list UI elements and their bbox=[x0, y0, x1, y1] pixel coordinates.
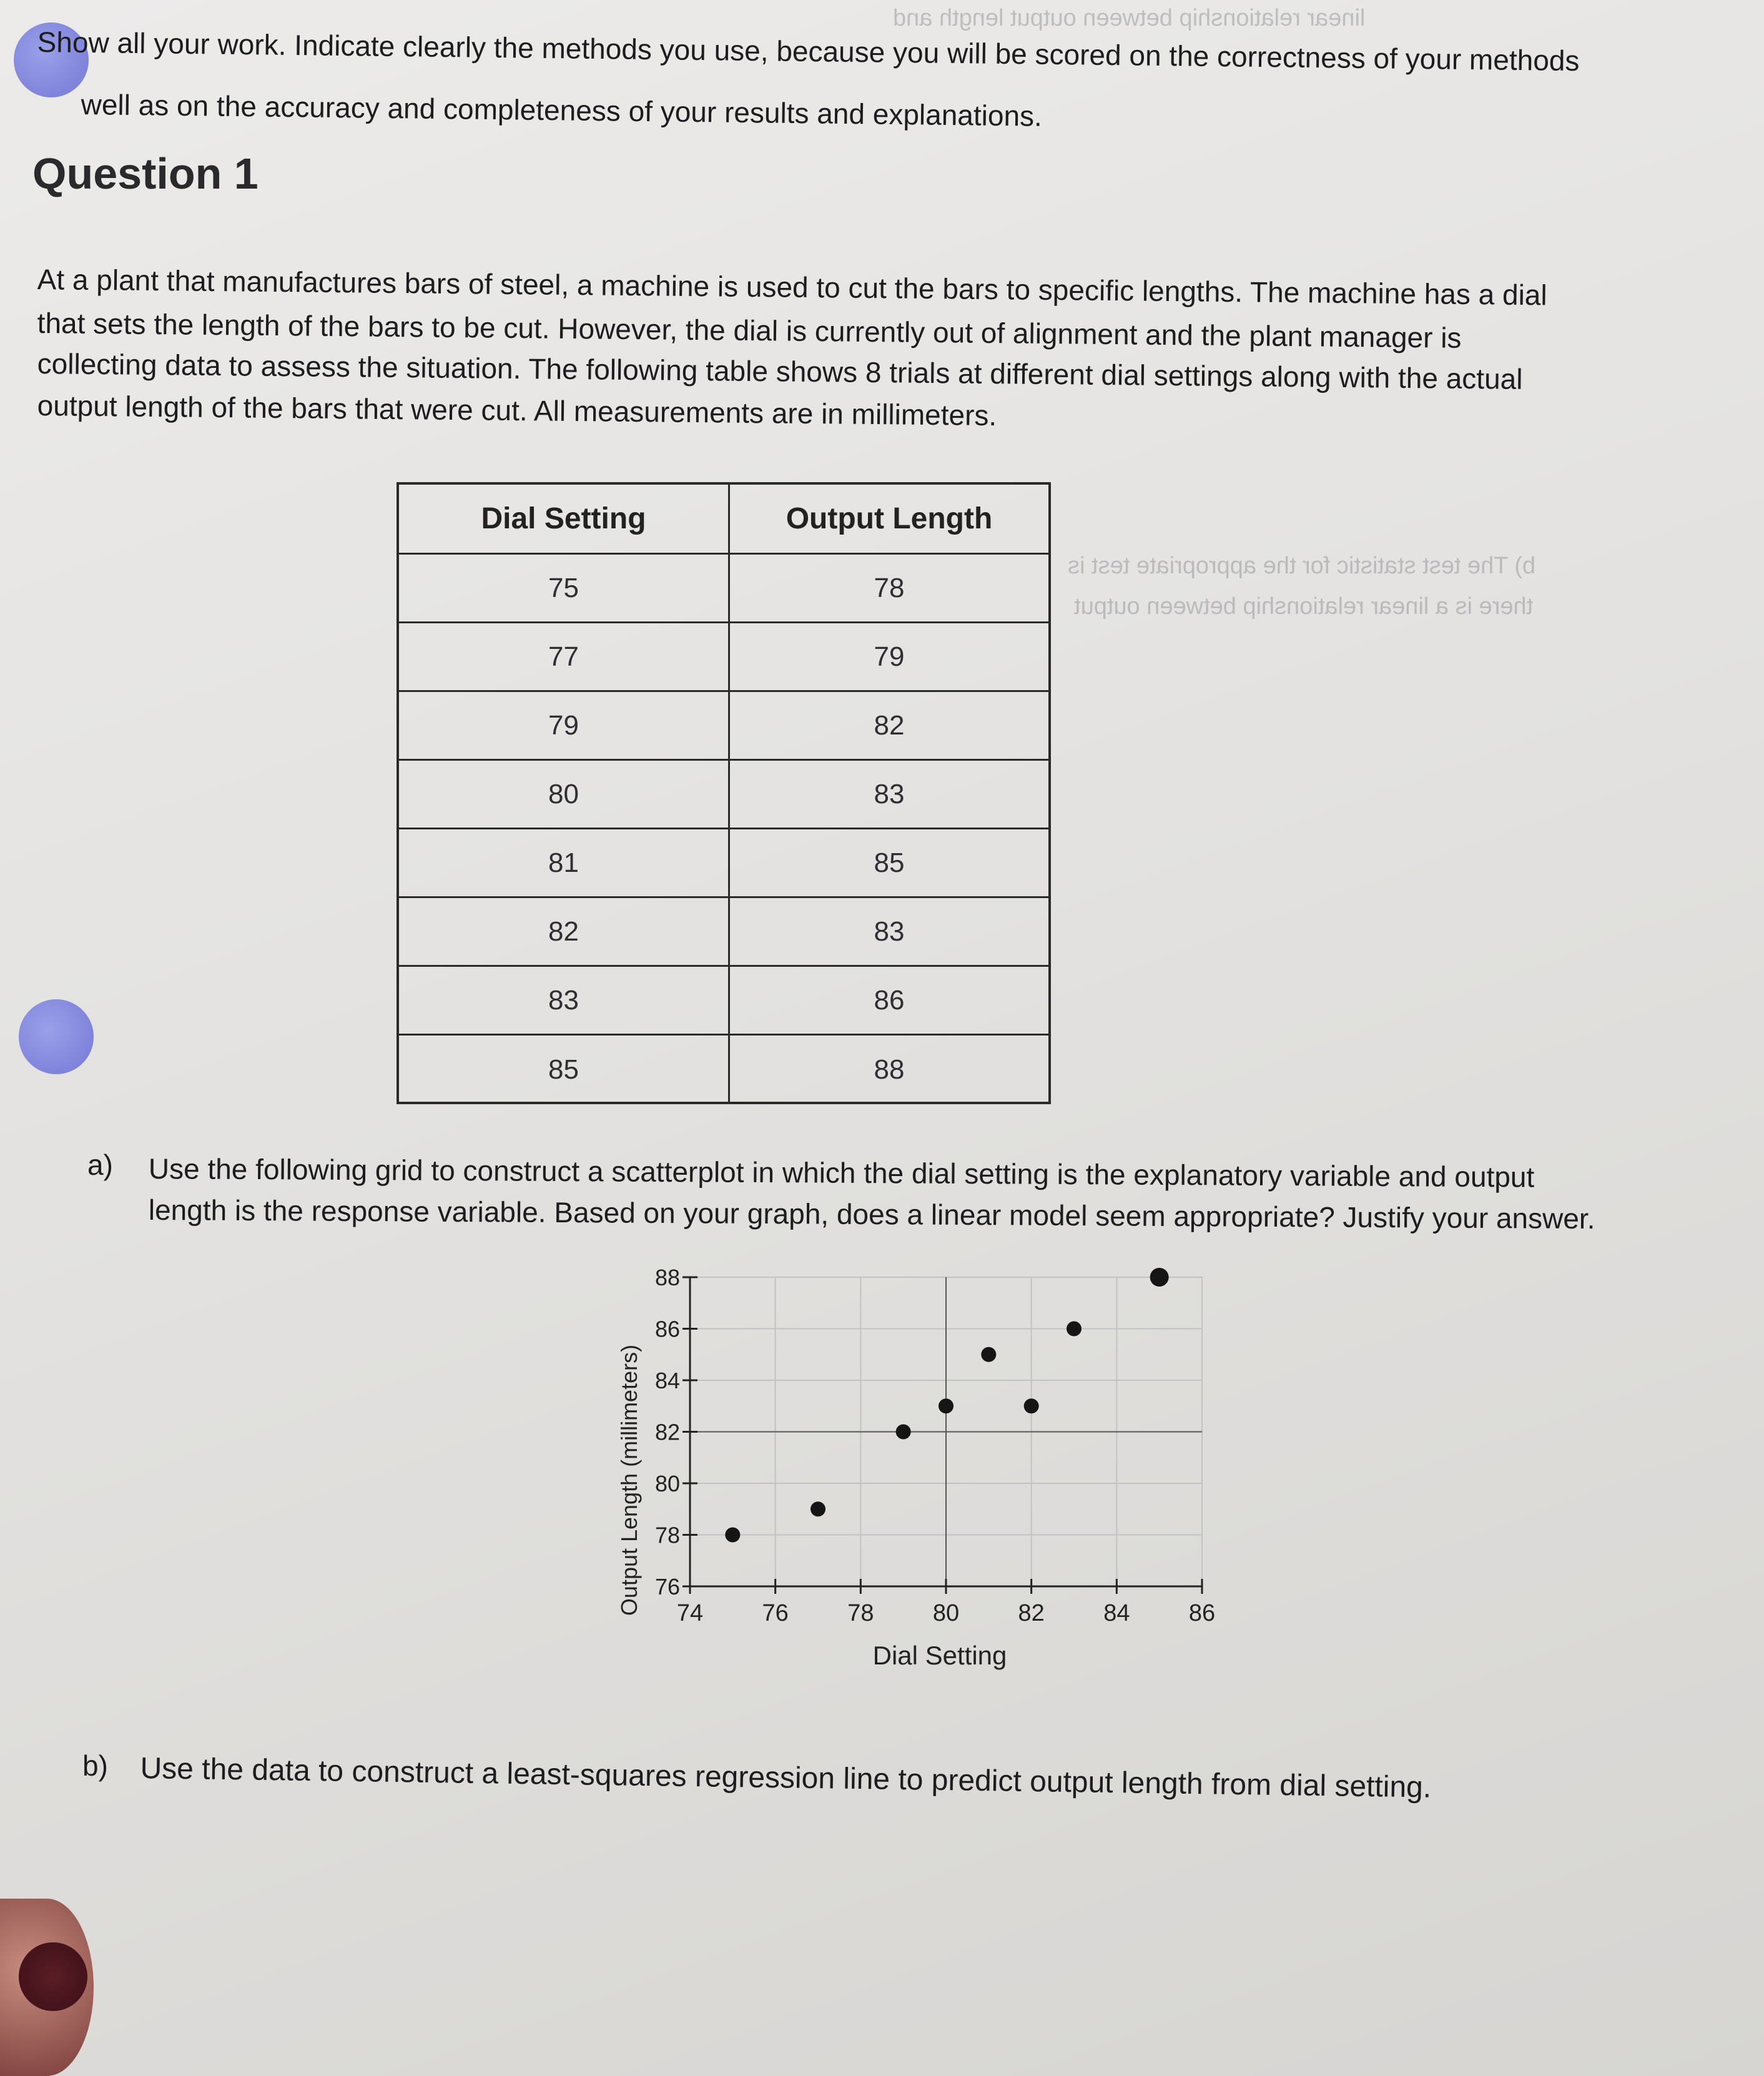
x-tick-label: 80 bbox=[932, 1600, 960, 1626]
x-tick-label: 76 bbox=[762, 1600, 789, 1626]
table-cell: 88 bbox=[874, 1054, 905, 1085]
data-table bbox=[397, 482, 1051, 1104]
table-cell: 81 bbox=[399, 829, 730, 898]
table-header-dial: Dial Setting bbox=[399, 485, 730, 555]
table-cell: 83 bbox=[730, 761, 1048, 829]
table-cell: 82 bbox=[730, 692, 1048, 761]
instructions-line-1: Show all your work. Indicate clearly the methods you use, because you will be scored on the correctness of your methods bbox=[37, 25, 1580, 77]
problem-line-2: that sets the length of the bars to be cut. However, the dial is currently out of alignment and the plant manager is bbox=[37, 306, 1462, 354]
table-cell: 85 bbox=[730, 829, 1048, 898]
y-tick-label: 80 bbox=[654, 1471, 680, 1496]
data-point-extra bbox=[1150, 1268, 1169, 1287]
x-tick-label: 86 bbox=[1188, 1600, 1216, 1626]
scatterplot bbox=[599, 1249, 1224, 1686]
problem-line-1: At a plant that manufactures bars of steel, a machine is used to cut the bars to specific lengths. The machine has a dial bbox=[37, 262, 1547, 312]
part-a-label: a) bbox=[87, 1149, 113, 1181]
data-point bbox=[811, 1501, 825, 1516]
x-tick-label: 78 bbox=[847, 1600, 874, 1626]
part-b-line-1: Use the data to construct a least-squares regression line to predict output length from dial setting. bbox=[140, 1752, 1432, 1804]
data-point bbox=[725, 1528, 740, 1543]
plot-grid bbox=[690, 1277, 1202, 1586]
show-through-top: linear relationship between output length and bbox=[893, 5, 1366, 31]
table-cell: 79 bbox=[399, 692, 730, 761]
data-points bbox=[725, 1268, 1168, 1543]
table-cell: 86 bbox=[730, 967, 1048, 1036]
show-through-side-1: b) The test statistic for the appropriate test is bbox=[1068, 553, 1536, 579]
table-cell: 79 bbox=[730, 623, 1048, 692]
problem-line-3: collecting data to assess the situation. The following table shows 8 trials at different dial settings along with the actual bbox=[37, 347, 1523, 395]
y-tick-label: 76 bbox=[654, 1574, 680, 1599]
x-tick-label: 82 bbox=[1018, 1600, 1045, 1626]
show-through-side-2: there is a linear relationship between output bbox=[1074, 593, 1534, 620]
part-b-label: b) bbox=[82, 1749, 108, 1782]
table-cell: 83 bbox=[730, 898, 1048, 967]
y-tick-labels bbox=[655, 1265, 680, 1599]
y-tick-label: 78 bbox=[654, 1522, 680, 1548]
table-cell: 77 bbox=[399, 623, 730, 692]
fingernail bbox=[19, 1942, 87, 2011]
data-point bbox=[1067, 1322, 1082, 1337]
y-axis-label: Output Length (millimeters) bbox=[616, 1344, 642, 1616]
plot-axes bbox=[682, 1277, 1202, 1594]
y-tick-label: 88 bbox=[654, 1265, 680, 1290]
x-axis-label: Dial Setting bbox=[872, 1641, 1007, 1670]
table-cell: 83 bbox=[399, 967, 730, 1036]
problem-line-4: output length of the bars that were cut. All measurements are in millimeters. bbox=[37, 388, 997, 432]
table-cell: 80 bbox=[399, 761, 730, 829]
x-tick-label: 74 bbox=[676, 1600, 704, 1626]
x-tick-label: 84 bbox=[1103, 1600, 1130, 1626]
table-cell: 82 bbox=[399, 898, 730, 967]
table-cell: 75 bbox=[399, 555, 730, 623]
part-a-line-1: Use the following grid to construct a scatterplot in which the dial setting is the explanatory variable and output bbox=[148, 1152, 1535, 1194]
y-tick-label: 84 bbox=[654, 1368, 680, 1393]
data-point bbox=[939, 1398, 953, 1413]
table-header-output: Output Length bbox=[730, 485, 1048, 555]
data-point bbox=[896, 1425, 911, 1440]
data-point bbox=[1024, 1398, 1039, 1413]
instructions-line-2: well as on the accuracy and completeness of your results and explanations. bbox=[81, 87, 1043, 132]
x-tick-labels bbox=[677, 1600, 1215, 1626]
question-title: Question 1 bbox=[32, 149, 259, 198]
table-cell: 85 bbox=[399, 1036, 730, 1104]
data-point bbox=[981, 1347, 996, 1362]
punch-hole-middle bbox=[19, 999, 94, 1074]
table-cell: 78 bbox=[730, 555, 1048, 623]
y-tick-label: 82 bbox=[654, 1419, 680, 1445]
part-a-line-2: length is the response variable. Based on your graph, does a linear model seem appropriate? Justify your answer. bbox=[148, 1194, 1595, 1235]
y-tick-label: 86 bbox=[654, 1316, 680, 1342]
